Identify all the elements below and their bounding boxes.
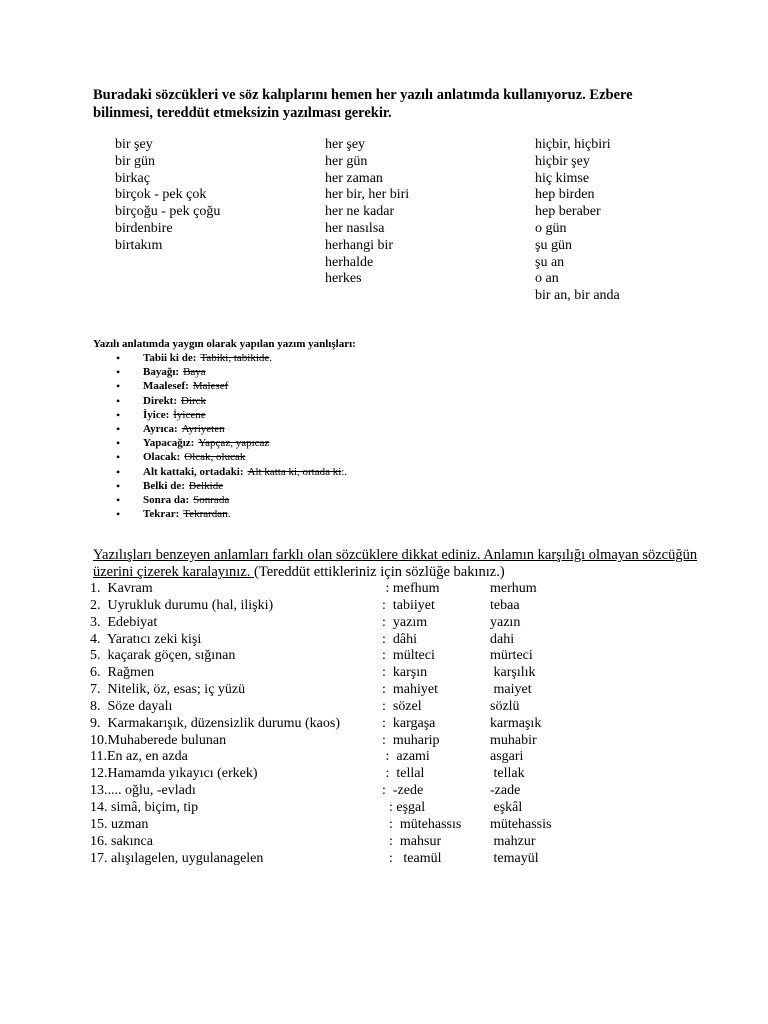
pair-definition: 2. Uyrukluk durumu (hal, ilişki) — [90, 597, 274, 613]
pair-option-a: : -zede — [382, 783, 424, 799]
word-item: her nasılsa — [325, 220, 385, 236]
word-item: hiçbir şey — [535, 153, 590, 169]
pair-option-a: : mütehassıs — [382, 816, 462, 832]
correct-spelling: Ayrıca: — [143, 423, 178, 436]
correct-spelling: Olacak: — [143, 451, 181, 464]
correct-spelling: Direkt: — [143, 394, 178, 407]
punctuation: :. — [341, 465, 348, 478]
section2-title-note: (Tereddüt ettikleriniz için sözlüğe bakınız.) — [254, 564, 505, 580]
correct-spelling: Maalesef: — [143, 380, 189, 393]
wrong-spelling: Baya — [183, 366, 206, 379]
word-item: hiçbir, hiçbiri — [535, 137, 611, 152]
mistake-item — [93, 465, 347, 479]
mistake-item — [93, 450, 347, 464]
word-item: her bir, her biri — [325, 187, 410, 203]
pair-option-a: : kargaşa — [382, 715, 436, 731]
wrong-spelling: Tabiki, tabikide — [200, 352, 270, 364]
pair-option-a: : teamül — [382, 850, 442, 866]
pair-definition: 1. Kavram — [90, 581, 153, 596]
mistakes-title: Yazılı anlatımda yaygın olarak yapılan yazım yanlışları: — [93, 338, 356, 350]
word-item: şu gün — [535, 237, 572, 253]
pair-definition: 4. Yaratıcı zeki kişi — [90, 631, 202, 647]
pair-option-a: : mefhum — [382, 581, 440, 596]
pair-definition: 13..... oğlu, -evladı — [90, 783, 196, 799]
word-item: birçok - pek çok — [115, 187, 207, 203]
correct-spelling: Bayağı: — [143, 366, 180, 379]
pair-option-a: : tabiiyet — [382, 597, 435, 613]
mistake-item — [93, 408, 347, 422]
pair-option-b: eşkâl — [483, 799, 523, 815]
mistake-item — [93, 365, 347, 379]
pair-option-a: : mülteci — [382, 648, 435, 664]
correct-spelling: Belki de: — [143, 479, 185, 492]
correct-spelling: Alt kattaki, ortadaki: — [143, 465, 244, 478]
word-item: herhalde — [325, 254, 374, 270]
word-item: o an — [535, 271, 559, 287]
intro-paragraph: Buradaki sözcükleri ve söz kalıplarını hemen her yazılı anlatımda kullanıyoruz. Ezbere bilinmesi, tereddüt etmeksizin yazılması gerekir. — [93, 87, 633, 121]
word-item: hiç kimse — [535, 170, 590, 186]
word-item: birkaç — [115, 170, 150, 186]
pair-definition: 17. alışılagelen, uygulanagelen — [90, 850, 264, 866]
word-item: şu an — [535, 254, 565, 270]
pair-definition: 8. Söze dayalı — [90, 698, 173, 714]
word-column-her — [325, 137, 409, 288]
wrong-spelling: Dirck — [181, 394, 207, 407]
wrong-spelling: Belkide — [188, 479, 224, 492]
wrong-spelling: Malesef — [192, 380, 229, 393]
pair-option-a: : mahsur — [382, 833, 442, 849]
correct-spelling: Yapacağız: — [143, 437, 195, 450]
pair-definition: 7. Nitelik, öz, esas; iç yüzü — [90, 682, 246, 698]
punctuation: . — [227, 508, 231, 521]
mistake-item — [93, 479, 347, 493]
word-column-bir — [115, 137, 220, 255]
pair-definition: 10.Muhaberede bulunan — [90, 732, 227, 748]
mistake-item — [93, 379, 347, 393]
mistakes-list — [93, 351, 347, 521]
word-item: herhangi bir — [325, 237, 394, 253]
wrong-spelling: Ayriyeten — [181, 423, 225, 436]
pair-option-a: : tellal — [382, 766, 425, 782]
wrong-spelling: Olcak, olucak — [184, 451, 246, 464]
pair-definition: 6. Rağmen — [90, 665, 155, 681]
pair-definition: 3. Edebiyat — [90, 614, 158, 630]
pair-option-a: : yazım — [382, 614, 428, 630]
pair-option-b: karşılık — [483, 665, 536, 681]
pair-option-b: yazın — [483, 614, 521, 630]
correct-spelling: Tabii ki de: — [143, 352, 197, 364]
pair-option-a: : eşgal — [382, 799, 426, 815]
word-item: o gün — [535, 220, 567, 236]
pair-definition: 15. uzman — [90, 816, 149, 832]
pair-option-b: maiyet — [483, 682, 532, 698]
pair-option-a: : mahiyet — [382, 682, 438, 698]
word-item: bir an, bir anda — [535, 288, 620, 304]
mistake-item — [93, 493, 347, 507]
word-item: her ne kadar — [325, 204, 395, 220]
pair-option-b: -zade — [483, 783, 521, 799]
word-item: her şey — [325, 137, 366, 152]
pair-definition: 5. kaçarak göçen, sığınan — [90, 648, 236, 664]
word-item: her gün — [325, 153, 368, 169]
pair-option-a: : karşın — [382, 665, 428, 681]
wrong-spelling: Yapçaz, yapıcaz — [198, 437, 270, 450]
pair-option-b: tellak — [483, 766, 525, 782]
word-item: bir gün — [115, 153, 156, 169]
mistake-item — [93, 351, 347, 365]
pair-option-b: sözlü — [483, 698, 520, 714]
word-item: bir şey — [115, 137, 153, 152]
word-item: birtakım — [115, 237, 163, 253]
wrong-spelling: Tekrardan — [183, 508, 228, 521]
pair-definition: 16. sakınca — [90, 833, 153, 849]
word-item: hep birden — [535, 187, 595, 203]
wrong-spelling: Sonrada — [193, 494, 230, 507]
mistake-item — [93, 507, 347, 521]
section2-title — [93, 547, 713, 581]
pair-option-a: : sözel — [382, 698, 422, 714]
pair-option-a: : muharip — [382, 732, 440, 748]
mistake-item — [93, 422, 347, 436]
pair-definition: 12.Hamamda yıkayıcı (erkek) — [90, 766, 258, 782]
pair-option-b: temayül — [483, 850, 539, 866]
pair-option-b: asgari — [483, 749, 524, 765]
correct-spelling: İyice: — [143, 408, 170, 421]
pair-option-a: : dâhi — [382, 631, 417, 647]
punctuation: . — [269, 352, 273, 364]
pair-option-b: mahzur — [483, 833, 536, 849]
pair-option-b: dahi — [483, 631, 515, 647]
wrong-spelling: İyicene — [173, 408, 206, 421]
word-item: birçoğu - pek çoğu — [115, 204, 221, 220]
word-item: her zaman — [325, 170, 383, 186]
pair-option-b: karmaşık — [483, 715, 542, 731]
word-column-hic — [535, 137, 620, 305]
section2-title-underlined: Yazılışları benzeyen anlamları farklı olan sözcüklere dikkat ediniz. Anlamın karşılığı olmayan sözcüğün üzerini çizerek karalayınız. — [93, 547, 698, 580]
pair-definition: 11.En az, en azda — [90, 749, 188, 765]
mistake-item — [93, 436, 347, 450]
word-item: hep beraber — [535, 204, 601, 220]
correct-spelling: Tekrar: — [143, 508, 180, 521]
pair-definition: 14. simâ, biçim, tip — [90, 799, 199, 815]
pair-option-b: tebaa — [483, 597, 520, 613]
pair-option-b: merhum — [483, 581, 537, 596]
mistake-item — [93, 394, 347, 408]
pair-option-b: mürteci — [483, 648, 533, 664]
wrong-spelling: Alt katta ki, ortada ki — [247, 465, 342, 478]
word-item: birdenbire — [115, 220, 173, 236]
pair-option-a: : azami — [382, 749, 430, 765]
pair-definition: 9. Karmakarışık, düzensizlik durumu (kaos) — [90, 715, 340, 731]
word-item: herkes — [325, 271, 362, 287]
pair-option-b: mütehassis — [483, 816, 552, 832]
correct-spelling: Sonra da: — [143, 494, 190, 507]
pair-option-b: muhabir — [483, 732, 537, 748]
